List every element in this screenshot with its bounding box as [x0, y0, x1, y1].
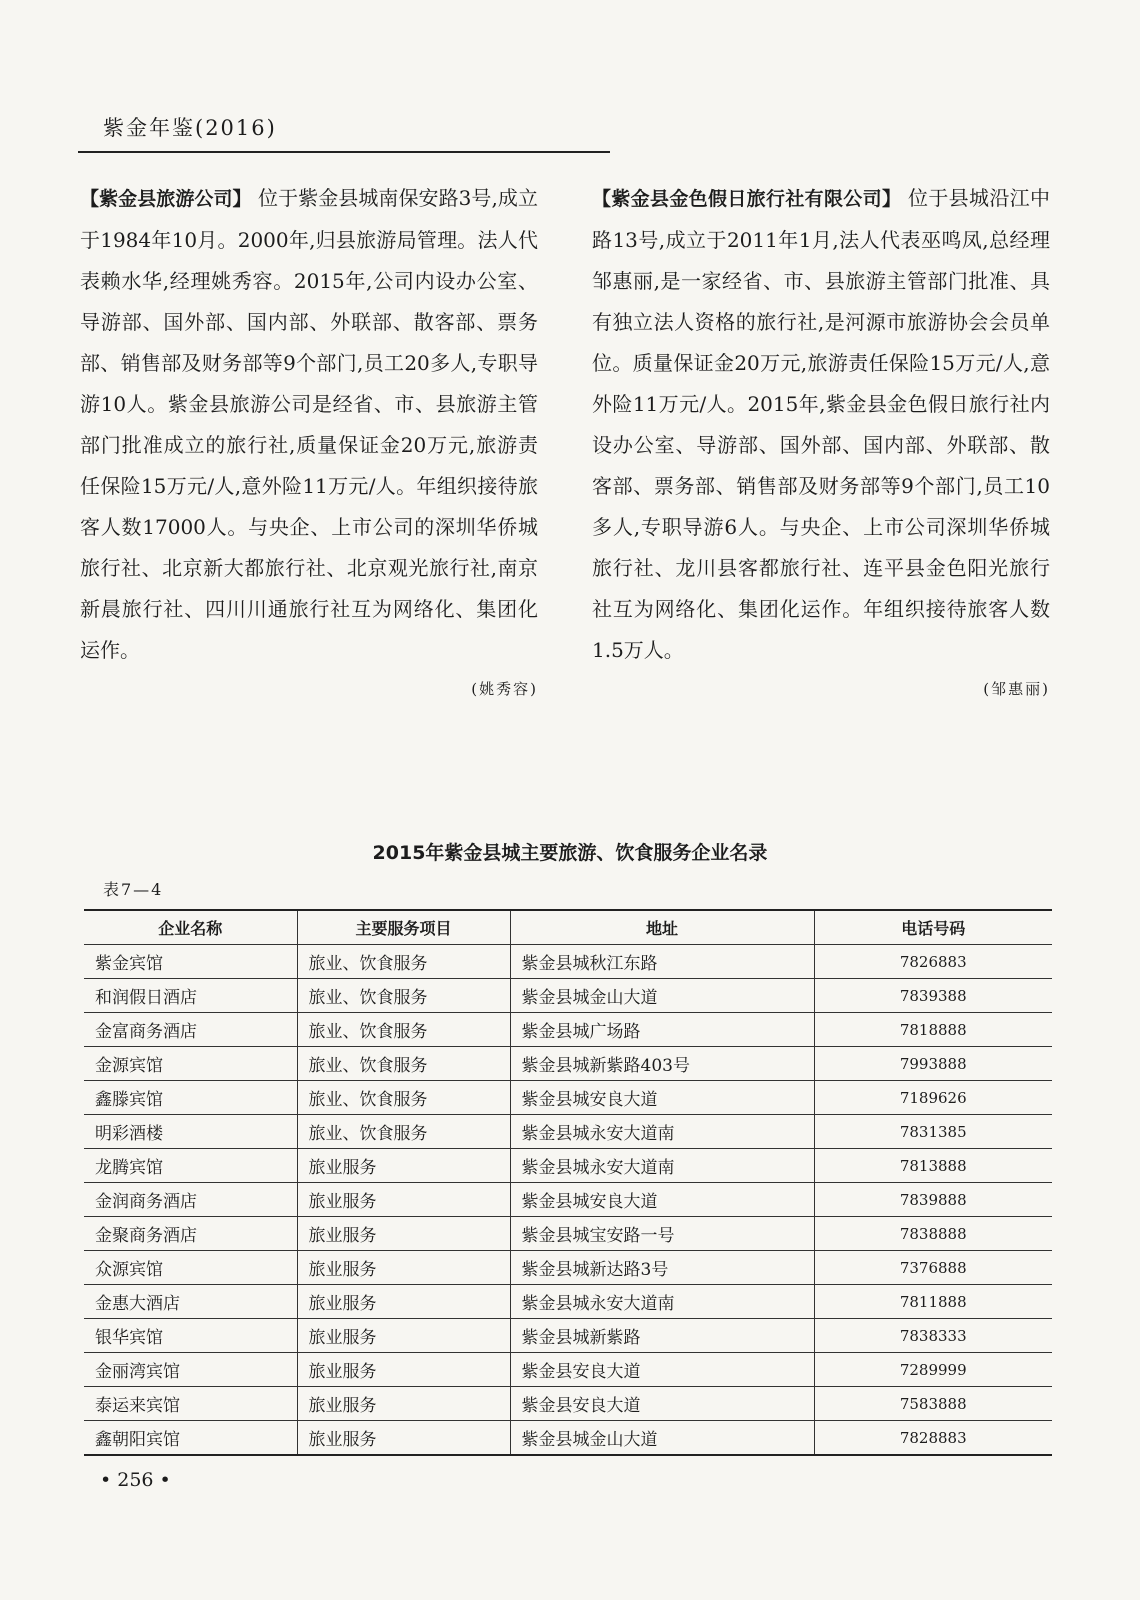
cell-phone: 7811888: [814, 1285, 1052, 1319]
cell-phone: 7839388: [814, 979, 1052, 1013]
cell-phone: 7831385: [814, 1115, 1052, 1149]
column-header-name: 企业名称: [84, 910, 297, 945]
table-row: [84, 1353, 1052, 1387]
cell-name: 鑫朝阳宾馆: [84, 1421, 297, 1456]
cell-phone: 7839888: [814, 1183, 1052, 1217]
cell-address: 紫金县城永安大道南: [510, 1285, 814, 1319]
cell-address: 紫金县城安良大道: [510, 1183, 814, 1217]
cell-service: 旅业、饮食服务: [297, 1081, 510, 1115]
cell-address: 紫金县城新达路3号: [510, 1251, 814, 1285]
entry-left-column: [80, 178, 538, 699]
table-row: [84, 1183, 1052, 1217]
cell-name: 金聚商务酒店: [84, 1217, 297, 1251]
cell-phone: 7828883: [814, 1421, 1052, 1456]
table-row: [84, 1285, 1052, 1319]
entry-title: 【紫金县金色假日旅行社有限公司】: [592, 188, 902, 210]
cell-name: 众源宾馆: [84, 1251, 297, 1285]
cell-name: 金润商务酒店: [84, 1183, 297, 1217]
table-row: [84, 979, 1052, 1013]
entry-paragraph: [592, 178, 1050, 671]
table-row: [84, 1013, 1052, 1047]
table-row: [84, 1387, 1052, 1421]
entry-body: 位于县城沿江中路13号,成立于2011年1月,法人代表巫鸣凤,总经理邹惠丽,是一家经省、市、县旅游主管部门批准、具有独立法人资格的旅行社,是河源市旅游协会会员单位。质量保证金20万元,旅游责任保险15万元/人,意外险11万元/人。2015年,紫金县金色假日旅行社内设办公室、导游部、国外部、国内部、外联部、散客部、票务部、销售部及财务部等9个部门,员工10多人,专职导游6人。与央企、上市公司深圳华侨城旅行社、龙川县客都旅行社、连平县金色阳光旅行社互为网络化、集团化运作。年组织接待旅客人数1.5万人。: [592, 186, 1051, 662]
cell-name: 和润假日酒店: [84, 979, 297, 1013]
cell-name: 金惠大酒店: [84, 1285, 297, 1319]
table-row: [84, 1047, 1052, 1081]
entry-body: 位于紫金县城南保安路3号,成立于1984年10月。2000年,归县旅游局管理。法人代表赖水华,经理姚秀容。2015年,公司内设办公室、导游部、国外部、国内部、外联部、散客部、票务部、销售部及财务部等9个部门,员工20多人,专职导游10人。紫金县旅游公司是经省、市、县旅游主管部门批准成立的旅行社,质量保证金20万元,旅游责任保险15万元/人,意外险11万元/人。年组织接待旅客人数17000人。与央企、上市公司的深圳华侨城旅行社、北京新大都旅行社、北京观光旅行社,南京新晨旅行社、四川川通旅行社互为网络化、集团化运作。: [80, 186, 538, 662]
cell-name: 金丽湾宾馆: [84, 1353, 297, 1387]
cell-address: 紫金县安良大道: [510, 1353, 814, 1387]
table-row: [84, 1115, 1052, 1149]
table-row: [84, 1251, 1052, 1285]
cell-service: 旅业服务: [297, 1149, 510, 1183]
table-title: 2015年紫金县城主要旅游、饮食服务企业名录: [372, 842, 768, 864]
cell-address: 紫金县城金山大道: [510, 1421, 814, 1456]
cell-phone: 7818888: [814, 1013, 1052, 1047]
cell-address: 紫金县城金山大道: [510, 979, 814, 1013]
cell-address: 紫金县城宝安路一号: [510, 1217, 814, 1251]
cell-phone: 7993888: [814, 1047, 1052, 1081]
table-row: [84, 1319, 1052, 1353]
table-number: 表7—4: [103, 880, 164, 899]
cell-phone: 7838888: [814, 1217, 1052, 1251]
entry-right-column: [592, 178, 1050, 699]
cell-name: 紫金宾馆: [84, 945, 297, 979]
table-body: [84, 945, 1052, 1456]
entry-paragraph: [80, 178, 538, 671]
cell-service: 旅业、饮食服务: [297, 945, 510, 979]
table-row: [84, 1217, 1052, 1251]
cell-phone: 7813888: [814, 1149, 1052, 1183]
cell-service: 旅业服务: [297, 1251, 510, 1285]
table-row: [84, 1421, 1052, 1456]
entry-author: (邹惠丽): [983, 680, 1050, 698]
cell-name: 金富商务酒店: [84, 1013, 297, 1047]
page-number: • 256 •: [100, 1469, 171, 1491]
cell-name: 龙腾宾馆: [84, 1149, 297, 1183]
cell-address: 紫金县城永安大道南: [510, 1115, 814, 1149]
cell-phone: 7826883: [814, 945, 1052, 979]
cell-address: 紫金县城新紫路: [510, 1319, 814, 1353]
cell-address: 紫金县城安良大道: [510, 1081, 814, 1115]
cell-phone: 7289999: [814, 1353, 1052, 1387]
running-head: 紫金年鉴(2016): [103, 116, 277, 140]
cell-service: 旅业服务: [297, 1217, 510, 1251]
cell-address: 紫金县城广场路: [510, 1013, 814, 1047]
cell-service: 旅业服务: [297, 1353, 510, 1387]
cell-address: 紫金县安良大道: [510, 1387, 814, 1421]
cell-name: 金源宾馆: [84, 1047, 297, 1081]
entry-title: 【紫金县旅游公司】: [80, 188, 252, 210]
cell-address: 紫金县城永安大道南: [510, 1149, 814, 1183]
cell-service: 旅业、饮食服务: [297, 979, 510, 1013]
table-row: [84, 1149, 1052, 1183]
cell-address: 紫金县城新紫路403号: [510, 1047, 814, 1081]
cell-service: 旅业服务: [297, 1183, 510, 1217]
cell-address: 紫金县城秋江东路: [510, 945, 814, 979]
cell-service: 旅业、饮食服务: [297, 1047, 510, 1081]
cell-phone: 7376888: [814, 1251, 1052, 1285]
table-row: [84, 945, 1052, 979]
cell-service: 旅业服务: [297, 1421, 510, 1456]
header-rule: [78, 151, 610, 153]
column-header-service: 主要服务项目: [297, 910, 510, 945]
business-directory-table: [84, 909, 1052, 1456]
cell-service: 旅业服务: [297, 1319, 510, 1353]
cell-name: 明彩酒楼: [84, 1115, 297, 1149]
cell-service: 旅业服务: [297, 1387, 510, 1421]
cell-service: 旅业、饮食服务: [297, 1013, 510, 1047]
cell-name: 泰运来宾馆: [84, 1387, 297, 1421]
entry-author: (姚秀容): [471, 680, 538, 698]
cell-name: 鑫滕宾馆: [84, 1081, 297, 1115]
table-row: [84, 1081, 1052, 1115]
cell-phone: 7189626: [814, 1081, 1052, 1115]
cell-phone: 7838333: [814, 1319, 1052, 1353]
column-header-address: 地址: [510, 910, 814, 945]
cell-service: 旅业、饮食服务: [297, 1115, 510, 1149]
cell-phone: 7583888: [814, 1387, 1052, 1421]
cell-service: 旅业服务: [297, 1285, 510, 1319]
column-header-phone: 电话号码: [814, 910, 1052, 945]
table-header-row: [84, 910, 1052, 945]
cell-name: 银华宾馆: [84, 1319, 297, 1353]
